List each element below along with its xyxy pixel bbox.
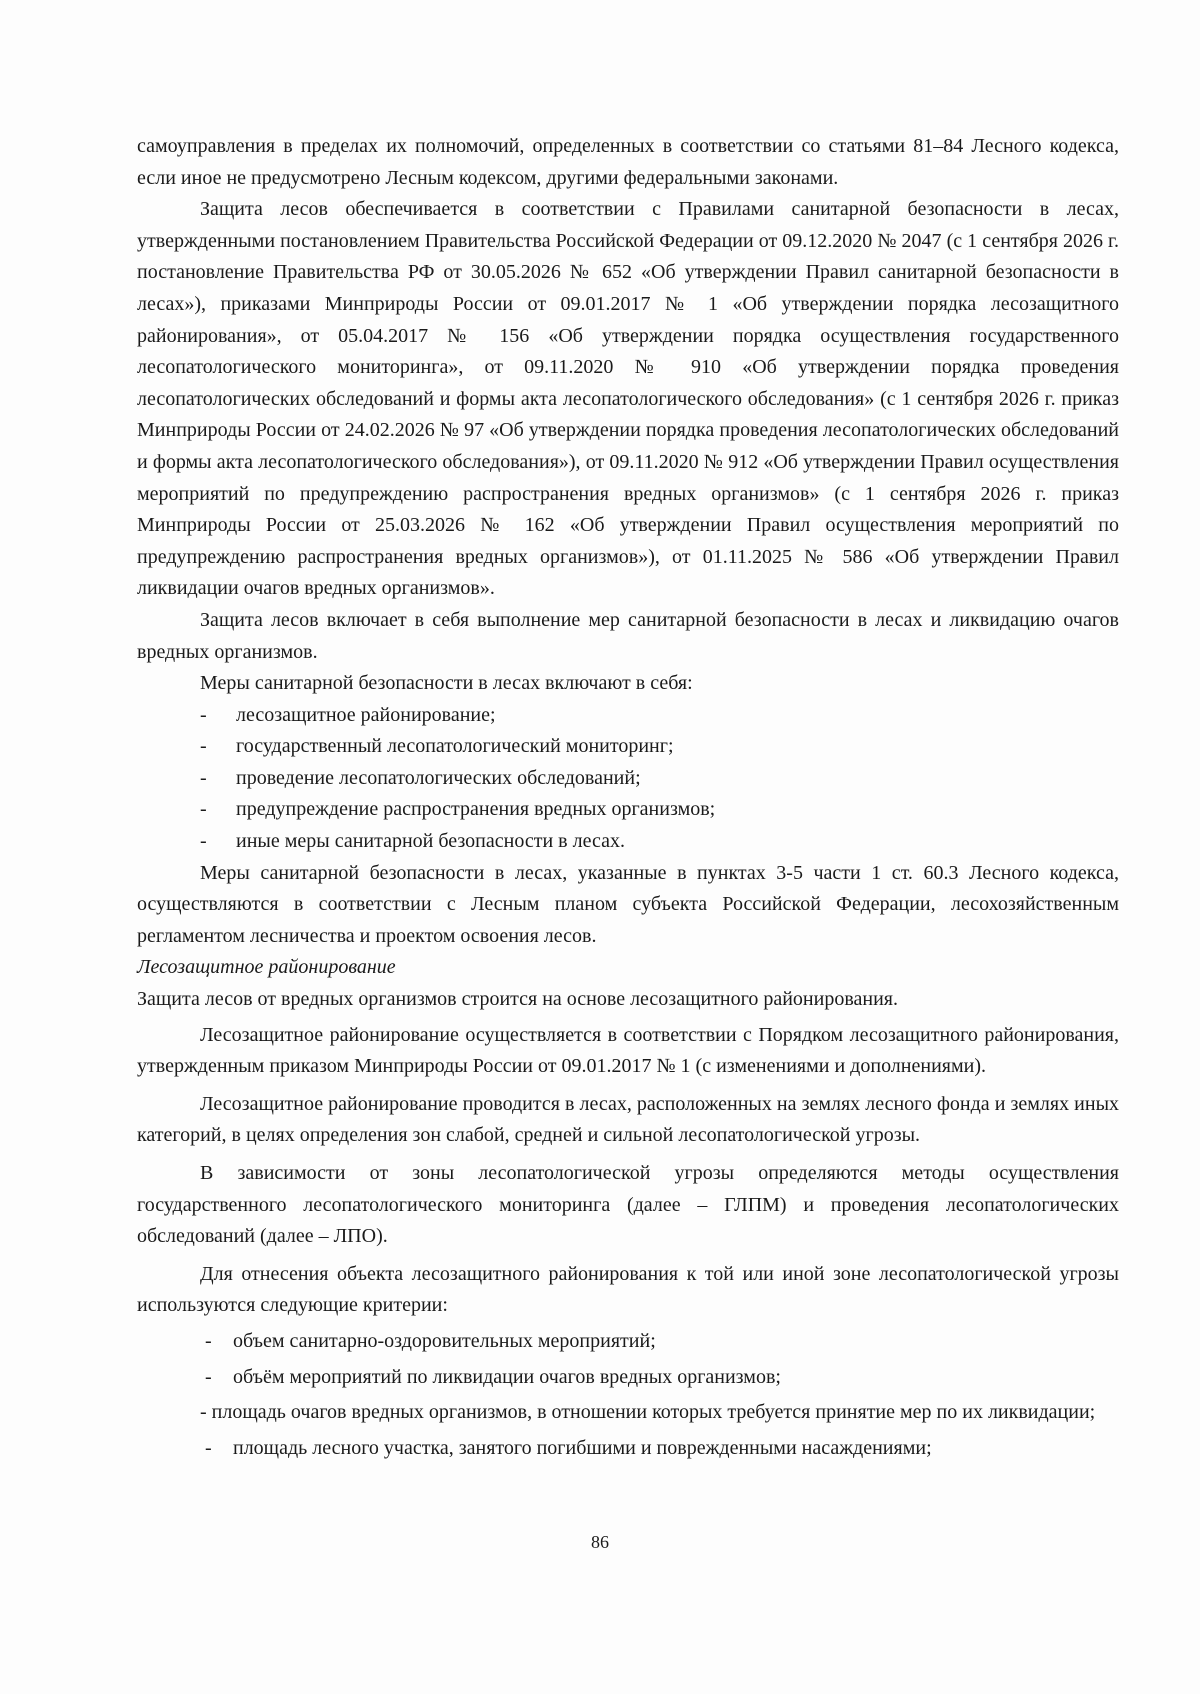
list-sanitary-measures — [137, 700, 1119, 858]
list-item-text: объем санитарно-оздоровительных мероприятий; — [233, 1329, 656, 1352]
dash-marker: - — [205, 1365, 212, 1388]
paragraph-continuation: самоуправления в пределах их полномочий, определенных в соответствии со статьями 81–84 Лесного кодекса, если иное не предусмотрено Лесным кодексом, другими федеральными законами. — [137, 135, 1119, 189]
list-item-text: лесозащитное районирование; — [236, 703, 496, 726]
list-item — [137, 1362, 1119, 1394]
dash-marker: - — [200, 830, 207, 853]
list-item — [137, 731, 1119, 763]
list-item — [137, 794, 1119, 826]
paragraph-sanitary-measures-intro: Меры санитарной безопасности в лесах включают в себя: — [200, 672, 693, 695]
paragraph-zoning-methods: В зависимости от зоны лесопатологической угрозы определяются методы осуществления государственного лесопатологического мониторинга (далее – ГЛПМ) и проведения лесопатологических обследований (далее – ЛПО). — [137, 1162, 1119, 1248]
list-item-text: государственный лесопатологический мониторинг; — [236, 735, 674, 758]
list-item — [137, 1397, 1119, 1429]
section-heading: Лесозащитное районирование — [137, 956, 396, 979]
list-item — [137, 763, 1119, 795]
dash-marker: - — [200, 1401, 207, 1424]
dash-marker: - — [200, 766, 207, 789]
list-item — [137, 1433, 1119, 1465]
list-item-text: иные меры санитарной безопасности в лесах. — [236, 830, 625, 853]
list-item-text: площадь очагов вредных организмов, в отношении которых требуется принятие мер по их ликвидации; — [211, 1401, 1096, 1424]
dash-marker: - — [200, 703, 207, 726]
dash-marker: - — [200, 735, 207, 758]
list-item — [137, 1326, 1119, 1358]
paragraph-measures-per-forest-plan: Меры санитарной безопасности в лесах, указанные в пунктах 3-5 части 1 ст. 60.3 Лесного кодекса, осуществляются в соответствии с Лесным планом субъекта Российской Федерации, лесохозяйственным регламентом лесничества и проектом освоения лесов. — [137, 861, 1119, 947]
document-body — [137, 131, 1119, 1464]
dash-marker: - — [205, 1329, 212, 1352]
list-item-text: площадь лесного участка, занятого погибшими и поврежденными насаждениями; — [233, 1436, 932, 1459]
list-item — [137, 826, 1119, 858]
list-item-text: предупреждение распространения вредных организмов; — [236, 798, 716, 821]
dash-marker: - — [200, 798, 207, 821]
list-item-text: объём мероприятий по ликвидации очагов вредных организмов; — [233, 1365, 781, 1388]
list-zoning-criteria — [137, 1326, 1119, 1464]
list-item — [137, 700, 1119, 732]
paragraph-zoning-criteria-intro: Для отнесения объекта лесозащитного районирования к той или иной зоне лесопатологической угрозы используются следующие критерии: — [137, 1262, 1119, 1317]
paragraph-zoning-order: Лесозащитное районирование осуществляется в соответствии с Порядком лесозащитного районирования, утвержденным приказом Минприроды России от 09.01.2017 № 1 (с изменениями и дополнениями). — [137, 1023, 1119, 1078]
paragraph-zoning-purpose: Лесозащитное районирование проводится в лесах, расположенных на землях лесного фонда и землях иных категорий, в целях определения зон слабой, средней и сильной лесопатологической угрозы. — [137, 1092, 1119, 1147]
paragraph-zoning-basis: Защита лесов от вредных организмов строится на основе лесозащитного районирования. — [137, 988, 898, 1011]
page-number: 86 — [591, 1532, 609, 1552]
list-item-text: проведение лесопатологических обследований; — [236, 766, 641, 789]
paragraph-forest-protection-rules: Защита лесов обеспечивается в соответствии с Правилами санитарной безопасности в лесах, утвержденными постановлением Правительства Российской Федерации от 09.12.2020 № 2047 (с 1 сентября 2026 г. постановление Правительства РФ от 30.05.2026 № 652 «Об утверждении Правил санитарной безопасности в лесах»), приказами Минприроды России от 09.01.2017 № 1 «Об утверждении порядка лесозащитного районирования», от 05.04.2017 № 156 «Об утверждении порядка осуществления государственного лесопатологического мониторинга», от 09.11.2020 № 910 «Об утверждении порядка проведения лесопатологических обследований и формы акта лесопатологического обследования» (с 1 сентября 2026 г. приказ Минприроды России от 24.02.2026 № 97 «Об утверждении порядка проведения лесопатологических обследований и формы акта лесопатологического обследования»), от 09.11.2020 № 912 «Об утверждении Правил осуществления мероприятий по предупреждению распространения вредных организмов» (с 1 сентября 2026 г. приказ Минприроды России от 25.03.2026 № 162 «Об утверждении Правил осуществления мероприятий по предупреждению распространения вредных организмов»), от 01.11.2025 № 586 «Об утверждении Правил ликвидации очагов вредных организмов». — [137, 198, 1119, 600]
dash-marker: - — [205, 1436, 212, 1459]
paragraph-forest-protection-includes: Защита лесов включает в себя выполнение мер санитарной безопасности в лесах и ликвидацию очагов вредных организмов. — [137, 608, 1119, 663]
